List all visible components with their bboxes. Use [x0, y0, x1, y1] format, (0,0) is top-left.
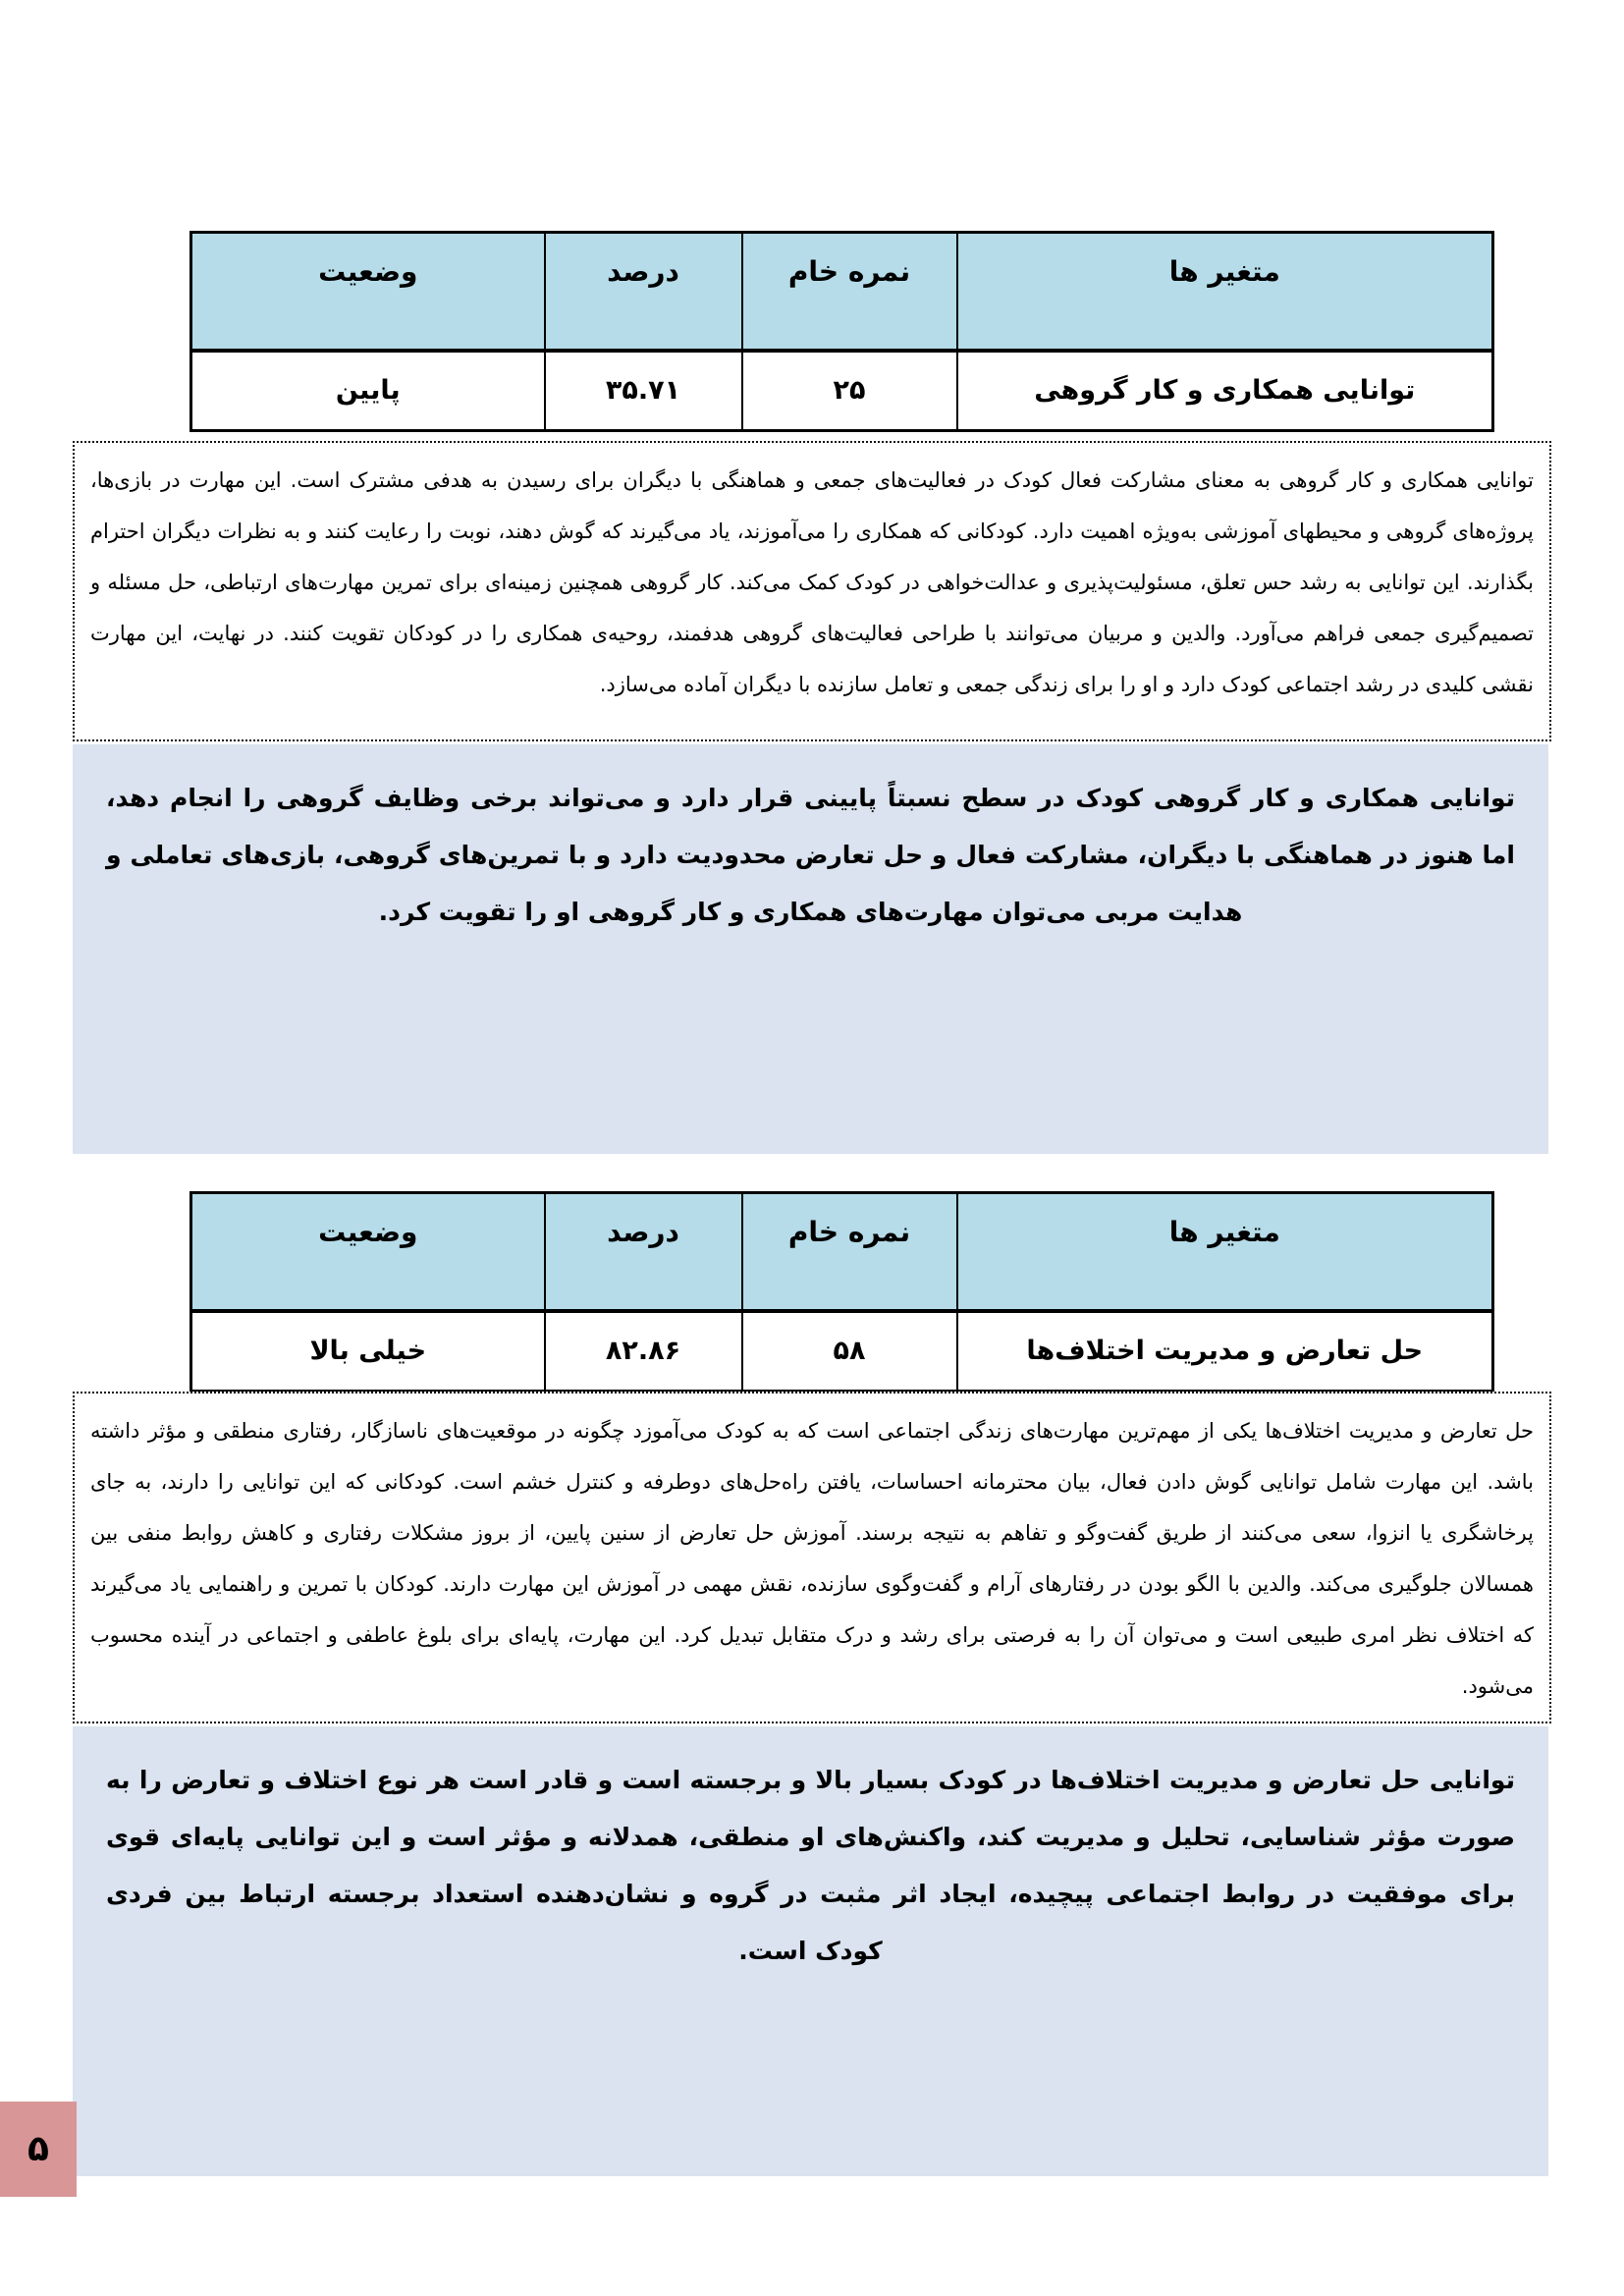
scores-table-conflict	[189, 1191, 1494, 1393]
page-number: ۵	[27, 2129, 49, 2169]
cell-variable-name: حل تعارض و مدیریت اختلاف‌ها	[957, 1311, 1493, 1392]
scores-table-teamwork	[189, 231, 1494, 432]
col-header-raw-score: نمره خام	[742, 1193, 957, 1311]
description-box-conflict: حل تعارض و مدیریت اختلاف‌ها یکی از مهم‌ترین مهارت‌های زندگی اجتماعی است که به کودک می‌آموزد چگونه در موقعیت‌های ناسازگار، رفتاری منطقی و مؤثر داشته باشد. این مهارت شامل توانایی گوش دادن فعال، بیان محترمانه احساسات، یافتن راه‌حل‌های دوطرفه و کنترل خشم است. کودکانی که این توانایی را دارند، به جای پرخاشگری یا انزوا، سعی می‌کنند از طریق گفت‌وگو و تفاهم به نتیجه برسند. آموزش حل تعارض از سنین پایین، از بروز مشکلات رفتاری و کاهش روابط منفی بین همسالان جلوگیری می‌کند. والدین با الگو بودن در رفتارهای آرام و گفت‌وگوی سازنده، نقش مهمی در آموزش این مهارت دارند. کودکان با تمرین و راهنمایی یاد می‌گیرند که اختلاف نظر امری طبیعی است و می‌توان آن را به فرصتی برای رشد و درک متقابل تبدیل کرد. این مهارت، پایه‌ای برای بلوغ عاطفی و اجتماعی در آینده محسوب می‌شود.	[73, 1392, 1551, 1723]
cell-percent: ۳۵.۷۱	[545, 351, 742, 431]
table-row	[191, 351, 1493, 431]
col-header-variables: متغیر ها	[957, 1193, 1493, 1311]
cell-raw-score: ۲۵	[742, 351, 957, 431]
summary-box-teamwork: توانایی همکاری و کار گروهی کودک در سطح نسبتاً پایینی قرار دارد و می‌تواند برخی وظایف گروهی را انجام دهد، اما هنوز در هماهنگی با دیگران، مشارکت فعال و حل تعارض محدودیت دارد و با تمرین‌های گروهی، بازی‌های تعاملی و هدایت مربی می‌توان مهارت‌های همکاری و کار گروهی او را تقویت کرد.	[73, 744, 1548, 1154]
col-header-percent: درصد	[545, 1193, 742, 1311]
col-header-variables: متغیر ها	[957, 233, 1493, 351]
page-number-badge	[0, 2102, 77, 2197]
table-row	[191, 1311, 1493, 1392]
col-header-status: وضعیت	[191, 233, 545, 351]
table-header-row	[191, 1193, 1493, 1311]
col-header-percent: درصد	[545, 233, 742, 351]
cell-status: خیلی بالا	[191, 1311, 545, 1392]
cell-status: پایین	[191, 351, 545, 431]
cell-percent: ۸۲.۸۶	[545, 1311, 742, 1392]
cell-variable-name: توانایی همکاری و کار گروهی	[957, 351, 1493, 431]
summary-box-conflict: توانایی حل تعارض و مدیریت اختلاف‌ها در کودک بسیار بالا و برجسته است و قادر است هر نوع اختلاف و تعارض را به صورت مؤثر شناسایی، تحلیل و مدیریت کند، واکنش‌های او منطقی، همدلانه و مؤثر است و این توانایی پایه‌ای قوی برای موفقیت در روابط اجتماعی پیچیده، ایجاد اثر مثبت در گروه و نشان‌دهنده استعداد برجسته ارتباط بین فردی کودک است.	[73, 1726, 1548, 2176]
cell-raw-score: ۵۸	[742, 1311, 957, 1392]
col-header-status: وضعیت	[191, 1193, 545, 1311]
table-header-row	[191, 233, 1493, 351]
col-header-raw-score: نمره خام	[742, 233, 957, 351]
description-box-teamwork: توانایی همکاری و کار گروهی به معنای مشارکت فعال کودک در فعالیت‌های جمعی و هماهنگی با دیگران برای رسیدن به هدفی مشترک است. این مهارت در بازی‌ها، پروژه‌های گروهی و محیطهای آموزشی به‌ویژه اهمیت دارد. کودکانی که همکاری را می‌آموزند، یاد می‌گیرند که گوش دهند، نوبت را رعایت کنند و به نظرات دیگران احترام بگذارند. این توانایی به رشد حس تعلق، مسئولیت‌پذیری و عدالت‌خواهی در کودک کمک می‌کند. کار گروهی همچنین زمینه‌ای برای تمرین مهارت‌های ارتباطی، حل مسئله و تصمیم‌گیری جمعی فراهم می‌آورد. والدین و مربیان می‌توانند با طراحی فعالیت‌های گروهی هدفمند، روحیه‌ی همکاری را در کودکان تقویت کنند. در نهایت، این مهارت نقشی کلیدی در رشد اجتماعی کودک دارد و او را برای زندگی جمعی و تعامل سازنده با دیگران آماده می‌سازد.	[73, 441, 1551, 741]
